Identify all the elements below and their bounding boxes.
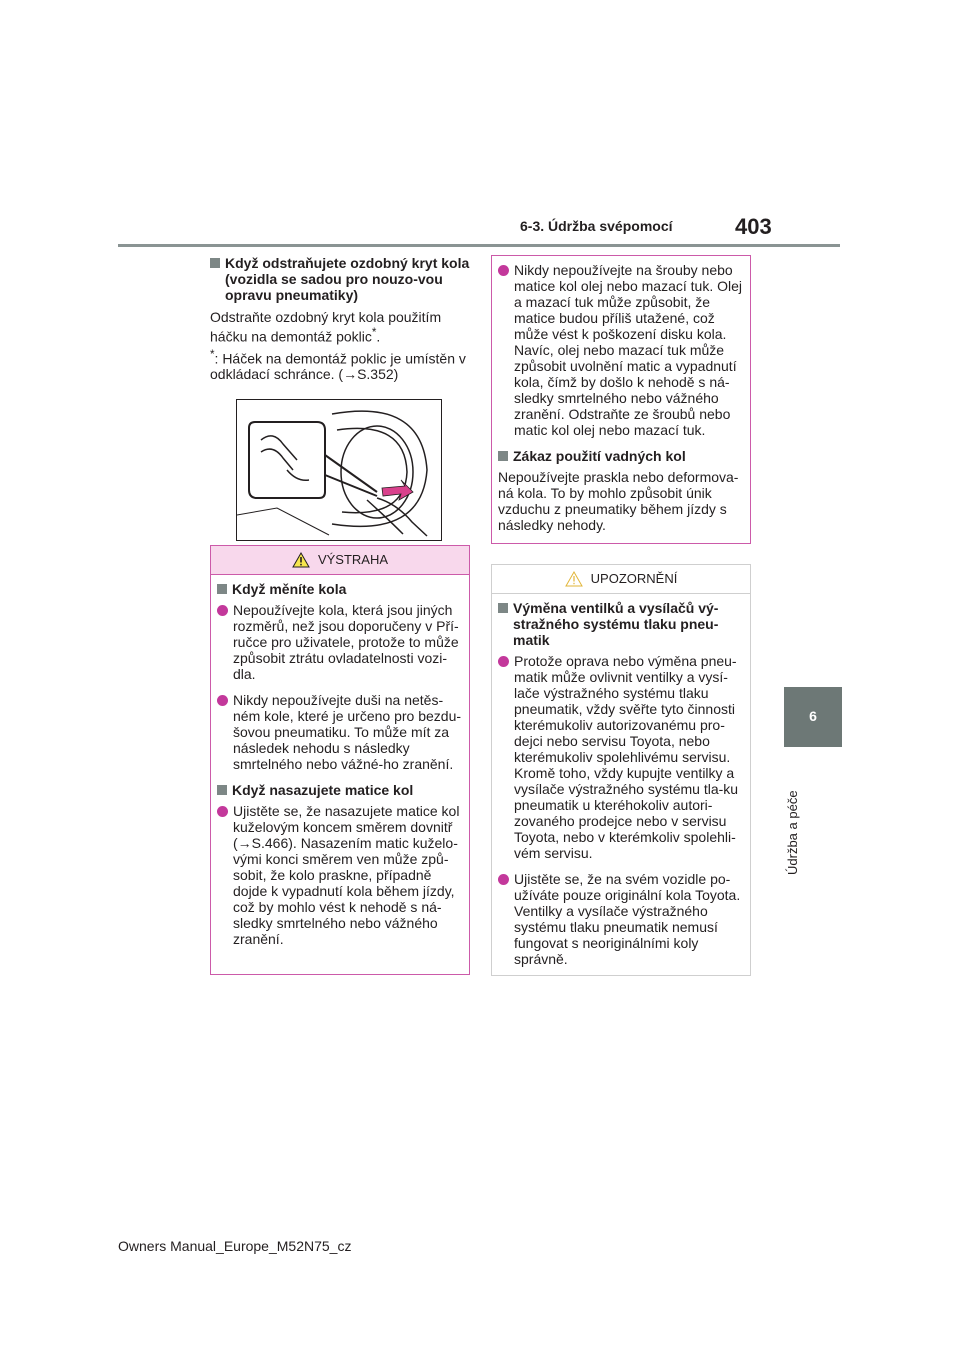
subheading-changing-wheels: Když měníte kola [217, 581, 463, 597]
caution-bullet: Ujistěte se, že na svém vozidle po-užíváte pouze originální kola Toyota. Ventilky a vysílače výstražného systému tlaku pneumatik nemusí fungovat s neoriginálními koly správně. [498, 871, 744, 967]
hubcap-footnote: *: Háček na demontáž poklic je umístěn v odkládací schránce. (→S.352) [210, 347, 466, 383]
caution-box [491, 564, 751, 976]
warning-bullet: Nepoužívejte kola, která jsou jiných rozměrů, než jsou doporučeny v Pří-ručce pro uživatele, protože to může způsobit ztrátu ovladatelnosti vozi-dla. [217, 602, 463, 682]
square-bullet-icon [210, 258, 220, 268]
caution-bullet: Protože oprava nebo výměna pneu-matik může ovlivnit ventilky a vysí-lače výstražného systému tlaku pneumatik, vždy svěřte tyto činnosti kterémukoliv autorizovanému pro-dejci nebo servisu Toyota, nebo kterémukoliv spolehlivému servisu. Kromě toho, vždy kupujte ventilky a vysílače výstražného systému tla-ku pneumatik u kteréhokoliv autori-zovaného prodejce nebo v servisu Toyota, nebo v kterémkoliv spolehli-vém servisu. [498, 653, 744, 861]
caution-title: UPOZORNĚNÍ [590, 571, 678, 586]
page-number: 403 [735, 214, 772, 239]
square-bullet-icon [217, 785, 227, 795]
chapter-title-text: Údržba a péče [785, 790, 800, 875]
section-title: 6-3. Údržba svépomocí [520, 218, 673, 234]
header-rule [118, 244, 840, 247]
wheel-hook-drawing [237, 400, 441, 540]
bullet-dot-icon [498, 656, 509, 667]
warning-bullet: Nikdy nepoužívejte duši na netěs-ném kole, které je určeno pro bezdu-šovou pneumatiku. To může mít za následek nehodu s následky smrtelného nebo vážné-ho zranění. [217, 692, 463, 772]
subheading-hubcap: Když odstraňujete ozdobný kryt kola (vozidla se sadou pro nouzo-vou opravu pneumatiky) [210, 255, 470, 303]
bullet-dot-icon [217, 695, 228, 706]
warning-box [210, 545, 470, 975]
square-bullet-icon [217, 584, 227, 594]
warning-title: VÝSTRAHA [317, 552, 389, 567]
subheading-tpms: Výměna ventilků a vysílačů vý-stražného systému tlaku pneu-matik [498, 600, 744, 648]
footer-manual-id: Owners Manual_Europe_M52N75_cz [118, 1238, 352, 1254]
bullet-dot-icon [217, 806, 228, 817]
hubcap-instruction: Odstraňte ozdobný kryt kola použitím háčku na demontáž poklic*. [210, 309, 442, 345]
bullet-dot-icon [498, 265, 509, 276]
arrow-icon: → [237, 835, 252, 851]
bullet-dot-icon [217, 605, 228, 616]
arrow-icon: → [343, 366, 358, 383]
chapter-title-vertical [785, 760, 805, 880]
left-intro [210, 255, 470, 382]
hubcap-removal-illustration [236, 399, 442, 541]
warning-triangle-icon [292, 552, 310, 568]
defective-wheels-text: Nepoužívejte praskla nebo deformova-ná kola. To by mohlo způsobit únik vzduchu z pneumatiky během jízdy s následky nehody. [498, 469, 739, 533]
bullet-dot-icon [498, 874, 509, 885]
caution-triangle-icon [565, 571, 583, 587]
warning-header [211, 546, 469, 575]
subheading-defective-wheels: Zákaz použití vadných kol [498, 448, 744, 464]
square-bullet-icon [498, 451, 508, 461]
chapter-tab[interactable]: 6 [784, 687, 842, 747]
subheading-wheel-nuts: Když nasazujete matice kol [217, 782, 463, 798]
warning-bullet: Nikdy nepoužívejte na šrouby nebo matice kol olej nebo mazací tuk. Olej a mazací tuk může způsobit, že matice budou příliš utažené, což může vést k poškození disku kola. Navíc, olej nebo mazací tuk může způsobit uvolnění matic a vypadnutí kola, čímž by došlo k nehodě s ná-sledky smrtelného nebo vážného zranění. Odstraňte ze šroubů nebo matic kol olej nebo mazací tuk. [498, 262, 744, 438]
warning-bullet: Ujistěte se, že nasazujete matice kol kuželovým koncem směrem dovnitř (→S.466). Nasazením matic kuželo-vými konci směrem ven může způ-sobit, že kolo praskne, případně dojde k vypadnutí kola během jízdy, což by mohlo vést k nehodě s ná-sledky smrtelného nebo vážného zranění. [217, 803, 463, 947]
square-bullet-icon [498, 603, 508, 613]
caution-header [492, 565, 750, 594]
warning-box-continued [491, 255, 751, 544]
